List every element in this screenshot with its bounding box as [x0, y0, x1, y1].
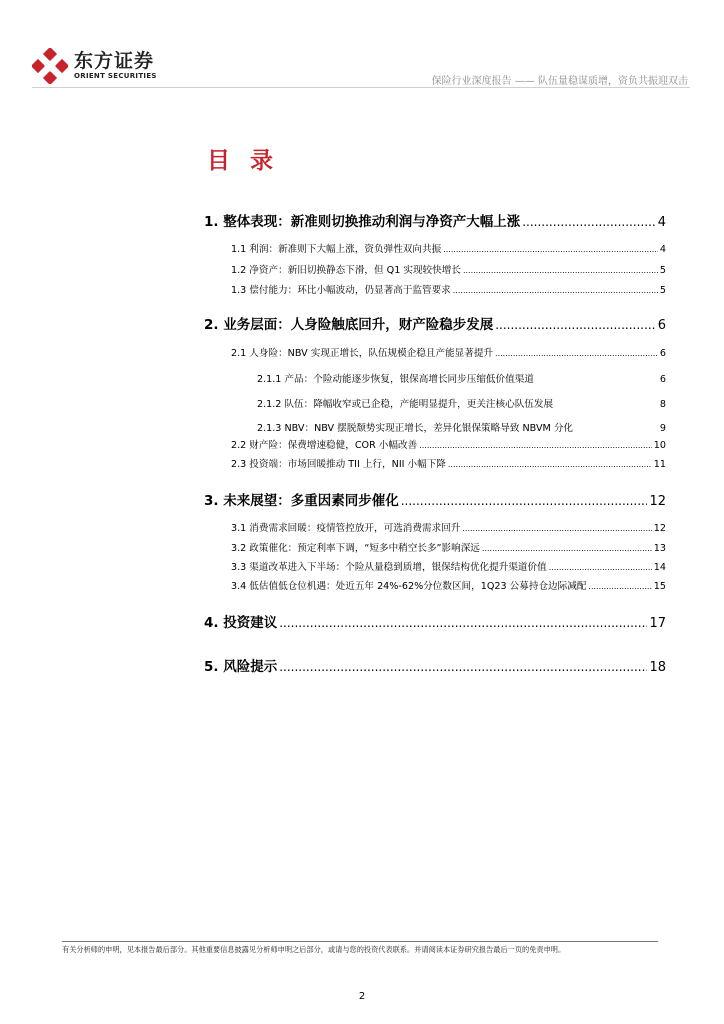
toc-entry-2-1-3[interactable]: [257, 420, 666, 434]
toc-entry-2-1[interactable]: [231, 345, 666, 359]
toc-dot-leader: [401, 494, 648, 508]
toc-entry-text: 2.1.1 产品：个险动能逐步恢复，银保高增长同步压缩低价值渠道: [257, 374, 534, 385]
toc-dot-leader: [453, 286, 658, 295]
toc-dot-leader: [448, 460, 652, 469]
toc-entry-1[interactable]: [204, 210, 666, 230]
toc-entry-text: 1.2 净资产：新旧切换静态下滑，但 Q1 实现较快增长: [231, 265, 461, 276]
toc-entry-page: 18: [649, 660, 666, 675]
toc-entry-text: 1.1 利润：新准则下大幅上涨，资负弹性双向共振: [231, 244, 442, 255]
report-title: 保险行业深度报告 —— 队伍量稳谋质增，资负共振迎双击: [431, 76, 688, 87]
toc-entry-text: 3.3 渠道改革进入下半场：个险从量稳到质增，银保结构优化提升渠道价值: [231, 562, 547, 573]
toc-title: 目 录: [207, 148, 280, 174]
toc-entry-2-2[interactable]: [231, 437, 666, 451]
toc-dot-leader: [443, 245, 658, 254]
toc-entry-text: 3.1 消费需求回暖：疫情管控放开，可选消费需求回升: [231, 523, 461, 534]
header-divider: [32, 87, 690, 88]
toc-entry-page: 12: [649, 494, 666, 509]
toc-entry-text: 2.1.2 队伍：降幅收窄或已企稳，产能明显提升，更关注核心队伍发展: [257, 399, 554, 410]
toc-entry-page: 6: [659, 348, 666, 359]
toc-dot-leader: [463, 266, 658, 275]
toc-entry-2-1-2[interactable]: [257, 396, 666, 410]
toc-entry-page: 11: [653, 459, 666, 470]
toc-entry-page: 14: [653, 562, 666, 573]
toc-dot-leader: [549, 563, 652, 572]
toc-entry-2[interactable]: [204, 313, 666, 333]
toc-dot-leader: [495, 318, 655, 332]
toc-entry-text: 3.4 低估值低仓位机遇：处近五年 24%-62%分位数区间，1Q23 公募持仓边际减配: [231, 581, 587, 592]
toc-entry-3-4[interactable]: [231, 578, 666, 592]
toc-dot-leader: [419, 441, 652, 450]
toc-entry-4[interactable]: [204, 611, 666, 631]
toc-entry-text: 3.2 政策催化：预定利率下调，“短多中稍空长多”影响深远: [231, 543, 480, 554]
footer-divider: [62, 941, 658, 942]
toc-entry-page: 9: [659, 423, 666, 434]
toc-entry-text: 1.3 偿付能力：环比小幅波动，仍显著高于监管要求: [231, 285, 451, 296]
toc-dot-leader: [588, 582, 651, 591]
company-logo: [32, 46, 157, 86]
toc-entry-1-2[interactable]: [231, 262, 666, 276]
toc-entry-page: 6: [657, 318, 666, 333]
toc-entry-5[interactable]: [204, 655, 666, 675]
toc-entry-text: 4. 投资建议: [204, 615, 278, 631]
toc-entry-page: 10: [653, 440, 666, 451]
orient-securities-logo-icon: [32, 48, 68, 84]
toc-dot-leader: [279, 616, 647, 630]
toc-dot-leader: [482, 544, 652, 553]
toc-entry-page: 17: [649, 616, 666, 631]
toc-entry-page: 4: [659, 244, 666, 255]
logo-chinese-name: 东方证券: [74, 50, 155, 72]
toc-dot-leader: [495, 349, 658, 358]
toc-entry-page: 5: [659, 285, 666, 296]
toc-entry-text: 2. 业务层面：人身险触底回升，财产险稳步发展: [204, 317, 494, 333]
toc-entry-text: 3. 未来展望：多重因素同步催化: [204, 493, 399, 509]
toc-entry-text: 2.1.3 NBV：NBV 摆脱颓势实现正增长，差异化银保策略导致 NBVM 分化: [257, 423, 574, 434]
toc-entry-page: 8: [659, 399, 666, 410]
toc-entry-page: 4: [657, 215, 666, 230]
toc-entry-text: 2.3 投资端：市场回暖推动 TII 上行，NII 小幅下降: [231, 459, 446, 470]
toc-entry-2-1-1[interactable]: [257, 371, 666, 385]
toc-entry-page: 15: [653, 581, 666, 592]
toc-entry-text: 2.2 财产险：保费增速稳健，COR 小幅改善: [231, 440, 418, 451]
toc-entry-3-1[interactable]: [231, 520, 666, 534]
toc-entry-text: 5. 风险提示: [204, 659, 278, 675]
toc-entry-text: 2.1 人身险：NBV 实现正增长，队伍规模企稳且产能显著提升: [231, 348, 494, 359]
toc-entry-3[interactable]: [204, 489, 666, 509]
toc-entry-page: 5: [659, 265, 666, 276]
logo-english-name: ORIENT SECURITIES: [74, 72, 157, 80]
toc-dot-leader: [462, 524, 651, 533]
toc-entry-2-3[interactable]: [231, 456, 666, 470]
toc-dot-leader: [279, 660, 647, 674]
toc-entry-page: 13: [653, 543, 666, 554]
toc-entry-1-3[interactable]: [231, 282, 666, 296]
page-number: 2: [358, 991, 366, 1002]
toc-entry-3-3[interactable]: [231, 559, 666, 573]
toc-entry-page: 6: [659, 374, 666, 385]
toc-entry-1-1[interactable]: [231, 241, 666, 255]
footer-disclaimer: 有关分析师的申明，见本报告最后部分。其他重要信息披露见分析师申明之后部分，或请与您的投资代表联系。并请阅读本证券研究报告最后一页的免责申明。: [62, 945, 566, 954]
toc-entry-text: 1. 整体表现：新准则切换推动利润与净资产大幅上涨: [204, 214, 521, 230]
toc-entry-page: 12: [653, 523, 666, 534]
toc-entry-3-2[interactable]: [231, 540, 666, 554]
toc-dot-leader: [522, 215, 655, 229]
